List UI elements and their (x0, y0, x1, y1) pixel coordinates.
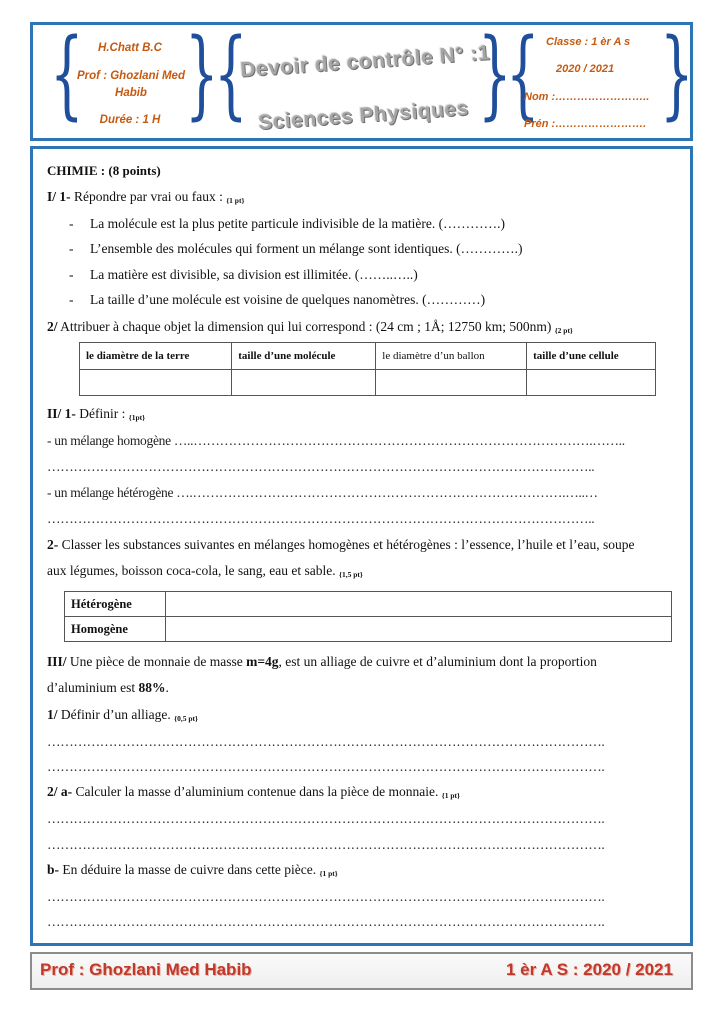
coin-mass: m=4g (246, 654, 279, 669)
dimension-table (79, 342, 656, 396)
q1-number: I/ 1- (47, 189, 71, 204)
q2-text: Attribuer à chaque objet la dimension qui lui correspond : (24 cm ; 1Å; 12750 km; 500nm) (60, 319, 552, 334)
school-year: 2020 / 2021 (556, 63, 615, 75)
q7-prompt (47, 784, 460, 800)
q1-prompt (47, 189, 244, 205)
answer-cell[interactable] (232, 370, 376, 396)
subject-title: Sciences Physiques (257, 96, 470, 135)
exam-title: Devoir de contrôle N° :1 (239, 41, 491, 82)
q7-points: {1 pt} (441, 791, 460, 800)
nom-field[interactable]: Nom :…………………….. (524, 91, 650, 103)
q1-item: - L’ensemble des molécules qui forment un mélange sont identiques. (………….) (69, 241, 523, 256)
left-open-brace: { (50, 18, 84, 130)
q5-number: III/ (47, 654, 67, 669)
footer-class-year: 1 èr A S : 2020 / 2021 (506, 960, 673, 979)
left-close-brace: } (185, 18, 219, 130)
q1-item: - La molécule est la plus petite particule indivisible de la matière. (………….) (69, 216, 505, 231)
answer-line[interactable]: ………………………………………………………………………………………………………………. (47, 759, 605, 774)
table-header-cell: taille d’une cellule (527, 343, 656, 370)
q5-line2: d’aluminium est 88%. (47, 680, 169, 695)
q1-item: - La matière est divisible, sa division est illimitée. (……..…..) (69, 267, 418, 282)
answer-line[interactable]: ………………………………………………………………………………………………………………. (47, 811, 605, 826)
q8-points: {1 pt} (319, 869, 338, 878)
prof-name: Prof : Ghozlani Med Habib (77, 70, 185, 99)
answer-line[interactable]: …………………………………………………………………………………………………………….. (47, 511, 595, 526)
q8-number: b- (47, 862, 60, 877)
class-label: Classe : 1 èr A s (546, 36, 631, 48)
answer-cell[interactable] (376, 370, 527, 396)
classification-table (64, 591, 672, 642)
table-header-cell: taille d’une molécule (232, 343, 376, 370)
answer-line[interactable]: ………………………………………………………………………………………………………………. (47, 837, 605, 852)
answer-cell[interactable] (527, 370, 656, 396)
center-close-brace: } (478, 18, 512, 130)
q8-text: En déduire la masse de cuivre dans cette pièce. (62, 862, 317, 877)
q6-prompt (47, 707, 198, 723)
q3-number: II/ 1- (47, 406, 76, 421)
q1-item: - La taille d’une molécule est voisine de quelques nanomètres. (…………) (69, 292, 486, 307)
q2-prompt (47, 319, 573, 335)
q6-points: {0,5 pt} (174, 714, 198, 723)
answer-line[interactable]: …………………………………………………………………………………………………………….. (47, 459, 595, 474)
prenom-field[interactable]: Prén :……………………. (524, 118, 647, 130)
right-close-brace: } (660, 18, 694, 130)
footer-prof: Prof : Ghozlani Med Habib (40, 960, 252, 979)
q7-text: Calculer la masse d’aluminium contenue dans la pièce de monnaie. (75, 784, 439, 799)
aluminium-percent: 88% (138, 680, 166, 695)
answer-line[interactable]: ………………………………………………………………………………………………………………. (47, 914, 605, 929)
q1-text: Répondre par vrai ou faux : (74, 189, 223, 204)
answer-cell[interactable] (80, 370, 232, 396)
q7-number: 2/ a- (47, 784, 73, 799)
q1-points: {1 pt} (226, 196, 245, 205)
homogeneous-line[interactable]: - un mélange homogène …..……………………………………………………………………………….…….. (47, 433, 625, 448)
q5-line1: III/ Une pièce de monnaie de masse m=4g, est un alliage de cuivre et d’aluminium dont la proportion (47, 654, 597, 669)
school-name: H.Chatt B.C (98, 42, 162, 54)
right-open-brace: { (506, 18, 540, 130)
q6-number: 1/ (47, 707, 58, 722)
section-title: CHIMIE : (8 points) (47, 163, 161, 178)
answer-cell[interactable] (166, 592, 672, 617)
q4-text: Classer les substances suivantes en mélanges homogènes et hétérogènes : l’essence, l’huile et l’eau, soupe (61, 537, 635, 552)
heterogeneous-line[interactable]: - un mélange hétérogène ….………………………………………………………………………….…..… (47, 485, 598, 500)
row-label-heterogene: Hétérogène (65, 592, 166, 617)
answer-cell[interactable] (166, 617, 672, 642)
q3-points: {1pt} (128, 413, 146, 422)
q3-prompt (47, 406, 145, 422)
q4-number: 2- (47, 537, 59, 552)
q2-points: {2 pt} (554, 326, 573, 335)
table-header-cell: le diamètre de la terre (80, 343, 232, 370)
duration: Durée : 1 H (99, 114, 161, 126)
answer-line[interactable]: ………………………………………………………………………………………………………………. (47, 734, 605, 749)
q6-text: Définir d’un alliage. (60, 707, 171, 722)
q2-number: 2/ (47, 319, 58, 334)
answer-line[interactable]: ………………………………………………………………………………………………………………. (47, 889, 605, 904)
q8-prompt (47, 862, 338, 878)
table-header-cell: le diamètre d’un ballon (376, 343, 527, 370)
center-open-brace: { (214, 18, 248, 130)
q4-points: {1,5 pt} (339, 570, 363, 579)
q3-text: Définir : (79, 406, 126, 421)
q4-prompt-line2: aux légumes, boisson coca-cola, le sang, eau et sable. {1,5 pt} (47, 563, 363, 579)
row-label-homogene: Homogène (65, 617, 166, 642)
q4-prompt-line1 (47, 537, 634, 553)
